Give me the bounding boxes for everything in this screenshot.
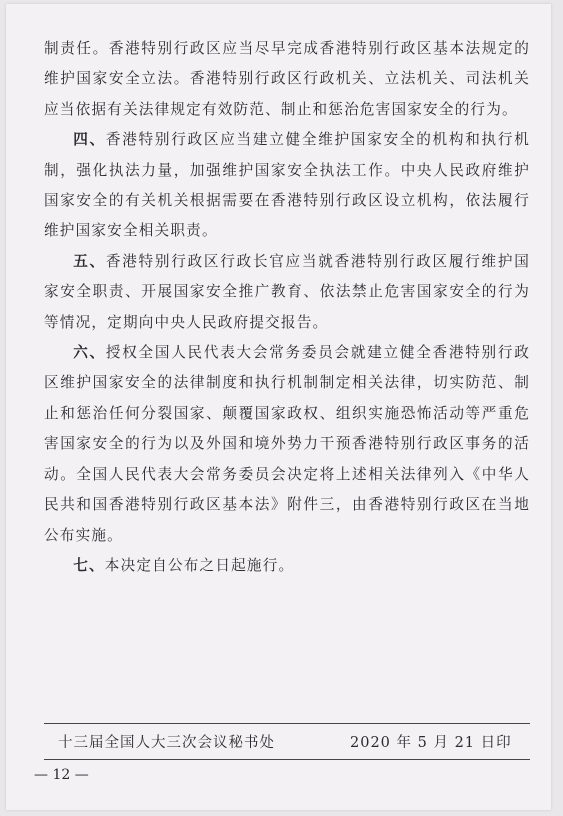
document-page — [6, 4, 551, 810]
paragraph-item-7 — [44, 551, 530, 581]
footer-top-rule — [44, 723, 530, 724]
page-number: — 12 — — [34, 767, 89, 783]
paragraph-lead: 七、 — [73, 556, 105, 574]
paragraph-text: 香港特别行政区应当建立健全维护国家安全的机构和执行机制，强化执法力量，加强维护国家安全执法工作。中央人民政府维护国家安全的有关机关根据需要在香港特别行政区设立机构，依法履行维护国家安全相关职责。 — [44, 131, 530, 240]
footer-bottom-rule — [44, 759, 530, 760]
paragraph-lead: 五、 — [73, 252, 106, 270]
paragraph-text: 授权全国人民代表大会常务委员会就建立健全香港特别行政区维护国家安全的法律制度和执行机制制定相关法律，切实防范、制止和惩治任何分裂国家、颠覆国家政权、组织实施恐怖活动等严重危害国家安全的行为以及外国和境外势力干预香港特别行政区事务的活动。全国人民代表大会常务委员会决定将上述相关法律列入《中华人民共和国香港特别行政区基本法》附件三，由香港特别行政区在当地公布实施。 — [44, 344, 530, 544]
paragraph-text: 制责任。香港特别行政区应当尽早完成香港特别行政区基本法规定的维护国家安全立法。香港特别行政区行政机关、立法机关、司法机关应当依据有关法律规定有效防范、制止和惩治危害国家安全的行为。 — [44, 40, 530, 118]
document-body — [44, 34, 530, 581]
paragraph-item-6 — [44, 338, 530, 551]
footer-issuer: 十三届全国人大三次会议秘书处 — [58, 735, 275, 751]
paragraph-lead: 六、 — [73, 344, 106, 362]
paragraph-text: 香港特别行政区行政长官应当就香港特别行政区履行维护国家安全职责、开展国家安全推广教育、依法禁止危害国家安全的行为等情况，定期向中央人民政府提交报告。 — [44, 252, 530, 331]
paragraph-text: 本决定自公布之日起施行。 — [104, 556, 295, 574]
paragraph-lead: 四、 — [73, 131, 106, 149]
paragraph-item-5 — [44, 247, 530, 338]
paragraph-item-4 — [44, 125, 530, 247]
footer-print-date: 2020 年 5 月 21 日印 — [350, 735, 512, 751]
paragraph-continuation — [44, 34, 530, 125]
